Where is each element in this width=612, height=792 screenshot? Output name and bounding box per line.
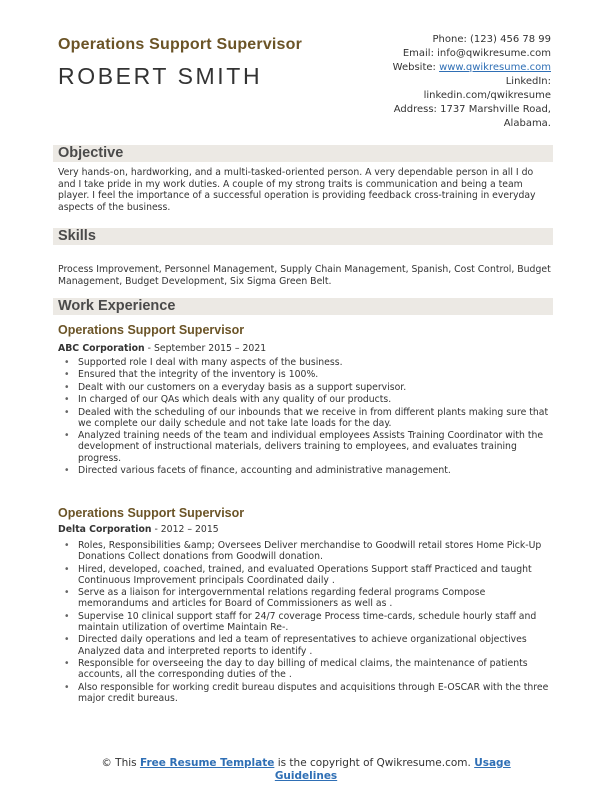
usage-guidelines-link-part1[interactable]: Usage: [474, 757, 511, 769]
job-title: Operations Support Supervisor: [58, 36, 303, 53]
job-1-dates: - September 2015 – 2021: [144, 343, 267, 354]
job-2-bullet: • Supervise 10 clinical support staff for 24/7 coverage Process time-cards, schedule hourly staff and maintain utilization of overtime Maintain Re-.: [64, 611, 552, 633]
job-1-bullet: • Ensured that the integrity of the inventory is 100%.: [64, 369, 552, 380]
contact-phone: Phone: (123) 456 78 99: [432, 34, 551, 45]
free-resume-template-link[interactable]: Free Resume Template: [139, 757, 275, 769]
job-1-bullet: • Directed various facets of finance, accounting and administrative management.: [64, 465, 552, 476]
job-2-company: Delta Corporation: [58, 524, 152, 535]
job-1-bullet: • Dealed with the scheduling of our inbounds that we receive in from different plants making sure that we complete our daily schedule and not take late loads for the day.: [64, 407, 552, 429]
skills-section-header: [53, 228, 553, 245]
contact-address-line1: Address: 1737 Marshville Road,: [393, 104, 551, 115]
contact-website: [311, 61, 551, 75]
job-2-bullet: • Directed daily operations and led a team of representatives to achieve organizational objectives Analyzed data and interpreted reports to identify .: [64, 634, 552, 656]
job-2-company-line: [58, 524, 219, 535]
objective-section-header: [53, 145, 553, 162]
job-1-bullet: • Supported role I deal with many aspects of the business.: [64, 357, 552, 368]
job-2-dates: - 2012 – 2015: [151, 524, 219, 535]
person-name: ROBERT SMITH: [58, 63, 263, 89]
job-2-bullet: • Responsible for overseeing the day to day billing of medical claims, the maintenance of patients accounts, all the corresponding duties of the .: [64, 658, 552, 680]
job-1-company-line: [58, 343, 266, 354]
footer: [0, 757, 612, 783]
job-2-bullet: • Roles, Responsibilities &amp; Oversees Deliver merchandise to Goodwill retail stores Home Pick-Up Donations Collect donations from Goodwill donation.: [64, 540, 552, 562]
experience-section-header: [53, 298, 553, 315]
skills-heading: Skills: [58, 228, 96, 244]
job-1-company: ABC Corporation: [58, 343, 145, 354]
job-1-bullet: • In charged of our QAs which deals with any quality of our products.: [64, 394, 552, 405]
contact-address-line2: Alabama.: [503, 118, 551, 129]
contact-email: Email: info@qwikresume.com: [402, 48, 551, 59]
objective-heading: Objective: [58, 145, 124, 161]
experience-heading: Work Experience: [58, 298, 176, 314]
contact-block: [311, 33, 551, 131]
footer-middle: is the copyright of Qwikresume.com.: [274, 757, 475, 769]
job-2-bullet: • Hired, developed, coached, trained, and evaluated Operations Support staff Practiced and taught Continuous Improvement principals Coordinated daily .: [64, 564, 552, 586]
job-1-bullets: [64, 357, 552, 477]
job-2-bullet: • Serve as a liaison for intergovernmental relations regarding federal programs Compose memorandums and articles for Board of Commissioners as well as .: [64, 587, 552, 609]
contact-linkedin-label: LinkedIn:: [505, 76, 551, 87]
job-1-bullet: • Dealt with our customers on a everyday basis as a support supervisor.: [64, 382, 552, 393]
resume-header: [58, 36, 302, 90]
objective-text: Very hands-on, hardworking, and a multi-tasked-oriented person. A very dependable person in all I do and I take pride in my work duties. A couple of my strong traits is communication and being a team player. I feel the importance of a successful operation is providing feedback cross-training in everyday aspects of the business.: [58, 167, 536, 213]
job-1-bullet: • Analyzed training needs of the team and individual employees Assists Training Coordinator with the development of instructional materials, delivers training to employees, and evaluates training progress.: [64, 430, 552, 464]
usage-guidelines-link-part2[interactable]: Guidelines: [274, 770, 338, 782]
job-2-title: Operations Support Supervisor: [58, 506, 245, 520]
job-1-title: Operations Support Supervisor: [58, 323, 245, 337]
job-2-bullet: • Also responsible for working credit bureau disputes and acquisitions through E-OSCAR with the three major credit bureaus.: [64, 682, 552, 704]
footer-prefix: © This: [101, 757, 140, 769]
contact-linkedin-value: linkedin.com/qwikresume: [423, 90, 551, 101]
job-2-bullets: [64, 540, 552, 705]
website-label: Website:: [392, 62, 440, 73]
website-link[interactable]: www.qwikresume.com: [439, 62, 551, 73]
skills-text: Process Improvement, Personnel Management, Supply Chain Management, Spanish, Cost Control, Budget Management, Budget Development, Six Sigma Green Belt.: [58, 264, 551, 287]
